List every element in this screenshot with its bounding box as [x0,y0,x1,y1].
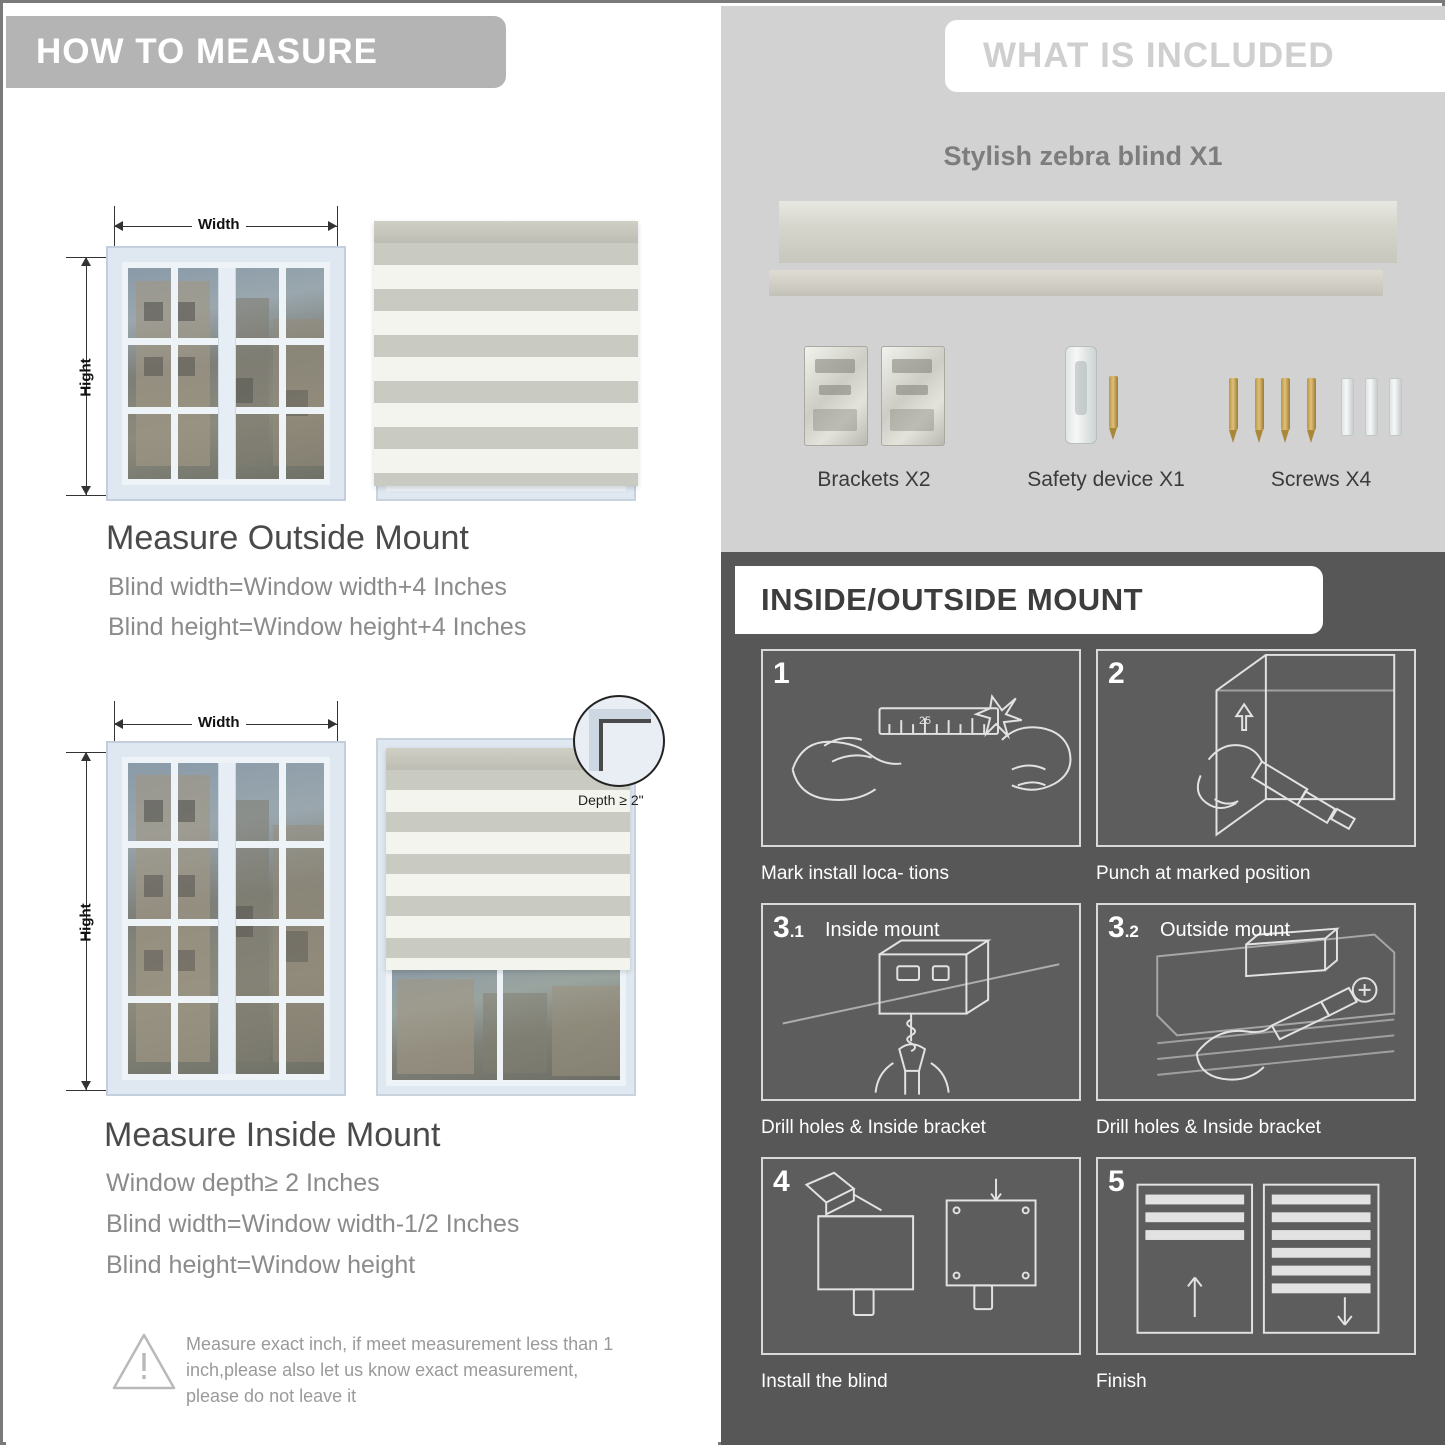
inside-mount-diagram [6,696,718,1116]
width-arrow-left [114,221,123,231]
window-illustration-inside [106,741,346,1096]
step-3-1-substep: .1 [789,922,804,941]
inside-outside-mount-banner [735,566,1323,634]
brackets-label: Brackets X2 [817,468,931,491]
warning-triangle-icon [111,1331,177,1398]
outside-width-label: Width [192,216,246,233]
step-3-1-image [761,903,1081,1101]
window-illustration-outside [106,246,346,501]
measure-note-text: Measure exact inch, if meet measurement less than 1 inch,please also let us know exact measurement, please do not leave it [186,1334,614,1407]
step-2-image [1096,649,1416,847]
how-to-measure-banner [6,16,506,88]
window-glass [122,262,330,485]
anchor-icon-1 [1341,378,1354,436]
blind-headrail [374,221,638,243]
depth-callout-circle [573,695,665,787]
inside-width-arrow-right [328,719,337,729]
step-3-2-inline-label: Outside mount [1160,919,1291,941]
step-3-2-substep: .2 [1124,922,1139,941]
step-4 [761,1157,1081,1417]
inside-outside-mount-panel [721,552,1445,1445]
outside-mount-diagram [6,101,718,521]
headrail-top-face [779,201,1397,263]
step-4-image [761,1157,1081,1355]
step-5-number: 5 [1108,1165,1125,1198]
window-pane-grid [128,268,324,479]
included-main-item-label: Stylish zebra blind X1 [943,141,1223,171]
zebra-blind-inside [386,748,630,970]
inside-height-label: Hight [77,903,95,942]
step-5-image [1096,1157,1416,1355]
inside-height-arrow-up [81,752,91,761]
anchor-icon-3 [1389,378,1402,436]
step-3-1-inline-label: Inside mount [825,919,940,941]
screw-icon-4 [1307,378,1316,430]
outside-mount-title: Measure Outside Mount [106,519,469,557]
inside-mount-title: Measure Inside Mount [104,1116,441,1154]
width-arrow-right [328,221,337,231]
inside-outside-mount-title: INSIDE/OUTSIDE MOUNT [761,582,1144,617]
inside-height-arrow-down [81,1081,91,1090]
safety-device-icon [1065,346,1097,444]
outside-height-label: Hight [77,358,95,397]
step-2-caption: Punch at marked position [1096,863,1311,884]
safety-device-label: Safety device X1 [1027,468,1185,491]
step-3-1 [761,903,1081,1163]
screw-icon-3 [1281,378,1290,430]
screw-icon-1 [1229,378,1238,430]
inside-width-arrow-left [114,719,123,729]
bracket-icon-2 [881,346,945,446]
step-1 [761,649,1081,909]
step-5-sketch [1098,1159,1414,1355]
step-4-number: 4 [773,1165,790,1198]
step-3-1-number: 3.1 [773,911,804,944]
step-4-sketch [763,1159,1079,1355]
blind-window-glass-inside [386,962,626,1086]
zebra-blind-headrail-product [769,201,1397,296]
inside-width-label: Width [192,714,246,731]
step-1-sketch [763,651,1079,847]
how-to-measure-title: HOW TO MEASURE [36,32,378,71]
outside-mount-line-2: Blind height=Window height+4 Inches [108,613,527,641]
step-2 [1096,649,1416,909]
bracket-icon-1 [804,346,868,446]
headrail-bottom-face [769,270,1383,296]
step-5-caption: Finish [1096,1371,1147,1392]
how-to-measure-panel [6,6,718,1445]
window-pane-grid-inside [128,763,324,1074]
outside-mount-line-1: Blind width=Window width+4 Inches [108,573,507,601]
inside-mount-line-1: Window depth≥ 2 Inches [106,1169,380,1197]
zebra-blind-outside [374,221,638,486]
screw-icon-2 [1255,378,1264,430]
step-2-number: 2 [1108,657,1125,690]
screws-label: Screws X4 [1270,468,1372,491]
step-1-number: 1 [773,657,790,690]
what-is-included-banner [945,20,1445,92]
step-3-1-caption: Drill holes & Inside bracket [761,1117,986,1138]
inside-mount-line-3: Blind height=Window height [106,1251,416,1279]
step-3-2-image [1096,903,1416,1101]
step-4-caption: Install the blind [761,1371,888,1392]
step-3-2-number: 3.2 [1108,911,1139,944]
what-is-included-panel [721,6,1445,552]
step-3-2 [1096,903,1416,1163]
window-glass-inside [122,757,330,1080]
what-is-included-title: WHAT IS INCLUDED [983,36,1335,75]
step-1-image [761,649,1081,847]
step-5 [1096,1157,1416,1417]
svg-text:25: 25 [919,715,932,728]
depth-callout-label: Depth ≥ 2" [578,792,644,808]
height-arrow-down [81,486,91,495]
step-1-caption: Mark install loca- tions [761,863,949,884]
anchor-icon-2 [1365,378,1378,436]
height-arrow-up [81,257,91,266]
safety-screw-icon [1109,376,1118,428]
step-3-2-caption: Drill holes & Inside bracket [1096,1117,1321,1138]
step-2-sketch [1098,651,1414,847]
inside-mount-line-2: Blind width=Window width-1/2 Inches [106,1210,520,1238]
